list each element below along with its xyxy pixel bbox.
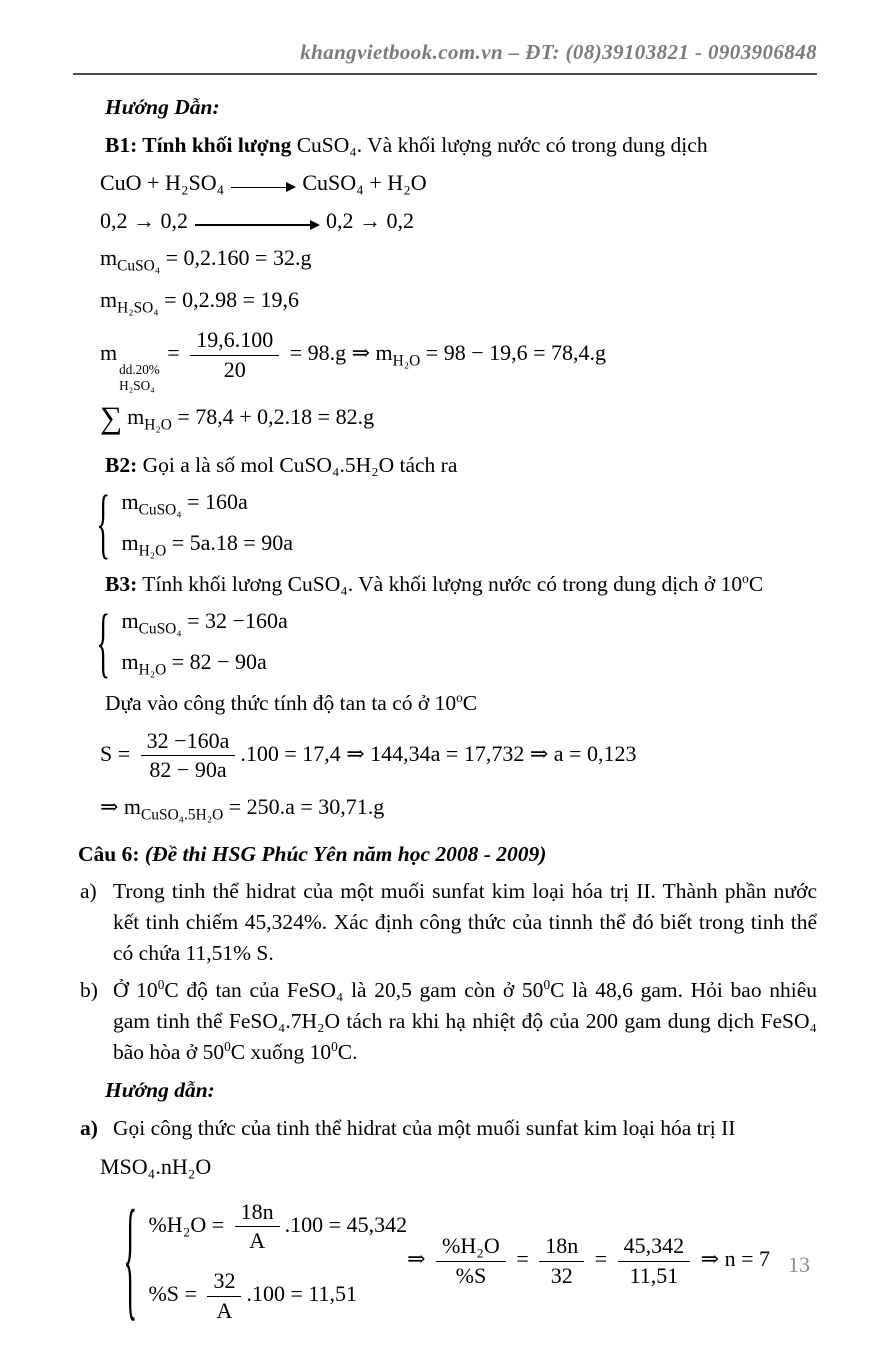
huong-dan-heading-2 xyxy=(73,1075,817,1106)
list-item-text xyxy=(113,975,817,1068)
subscript: H₂O xyxy=(144,416,172,434)
list-item-marker: a) xyxy=(80,879,97,904)
text-run: C là 48,6 gam. Hỏi bao nhiêu gam tinh thể FeSO₄.7H₂O tách ra khi hạ nhiệt độ của 200 gam dung dịch FeSO₄ bão hòa ở 50 xyxy=(113,978,817,1065)
eq-mole-ratio xyxy=(73,207,817,236)
text-run: 0,2 → 0,2 xyxy=(320,207,414,233)
text-run: Câu 6: xyxy=(78,841,145,866)
case-equation-line xyxy=(121,488,293,520)
question-b xyxy=(73,975,817,1068)
fraction: $\frac{45,342}{11,51}$ xyxy=(618,1233,691,1289)
text-run: CuSO₄ + H₂O xyxy=(296,170,427,196)
case-equation-line xyxy=(148,1268,407,1324)
eq-crystal-mass xyxy=(73,793,817,825)
superscript: 0 xyxy=(224,1039,231,1055)
brace-symbol: { xyxy=(96,598,111,686)
text-run: m xyxy=(100,245,118,271)
cau6-heading xyxy=(73,839,817,870)
eq-solubility xyxy=(73,728,817,784)
list-item-marker: b) xyxy=(80,978,98,1003)
text-run: = 160a xyxy=(181,489,248,515)
step-b1-text xyxy=(73,130,817,161)
text-run: Ở 10 xyxy=(113,978,158,1003)
text-run: = 0,2.160 = 32.g xyxy=(160,245,312,271)
case-lines xyxy=(148,1199,407,1325)
text-run: C độ tan của FeSO₄ là 20,5 gam còn ở 50 xyxy=(164,978,544,1003)
text-run: S = xyxy=(100,740,136,766)
huong-dan-heading-1 xyxy=(73,92,817,123)
text-run: .100 = 45,342 xyxy=(284,1211,408,1237)
text-run: = 5a.18 = 90a xyxy=(166,529,294,555)
text-run: = 32 −160a xyxy=(181,608,288,634)
solubility-note xyxy=(73,688,817,719)
text-run: = 0,2.98 = 19,6 xyxy=(158,286,299,312)
document-content xyxy=(73,75,817,1335)
text-run: ⇒ n = 7 xyxy=(695,1246,770,1272)
text-run: C xyxy=(462,691,478,716)
text-run: .100 = 17,4 ⇒ 144,34a = 17,732 ⇒ a = 0,123 xyxy=(240,740,637,766)
text-run: = 82 − 90a xyxy=(166,648,267,674)
system-b3 xyxy=(73,598,817,686)
text-run: B3: xyxy=(105,571,138,596)
question-a xyxy=(73,876,817,969)
case-equation-line xyxy=(148,1199,407,1255)
fraction: $\frac{32 -160a}{82 - 90a}$ xyxy=(141,728,236,784)
text-run: C xyxy=(748,571,764,596)
text-run: CuSO₄. Và khối lượng nước có trong dung dịch xyxy=(291,132,708,157)
subscript: H₂O xyxy=(138,661,167,679)
system-b2 xyxy=(73,479,817,567)
fraction: $\frac{19,6.100}{20}$ xyxy=(190,327,279,383)
text-run: Dựa vào công thức tính độ tan ta có ở 10 xyxy=(105,691,457,716)
page-number: 13 xyxy=(788,1252,810,1277)
step-b3-text xyxy=(73,569,817,600)
text-run: Tính khối lương CuSO₄. Và khối lượng nước có trong dung dịch ở 10 xyxy=(137,571,743,596)
fraction: $\frac{18n}{A}$ xyxy=(235,1199,280,1255)
brace-symbol: { xyxy=(123,1183,138,1335)
case-lines xyxy=(121,488,293,561)
eq-mass-h2so4 xyxy=(73,286,817,318)
sum-symbol: ∑ xyxy=(100,400,123,436)
text-run: m xyxy=(127,404,145,430)
text-run: B1: Tính khối lượng xyxy=(105,132,292,157)
text-run: MSO₄.nH₂O xyxy=(100,1153,212,1179)
site-header-text: khangvietbook.com.vn – ĐT: (08)39103821 - 0903906848 xyxy=(300,40,817,64)
eq-sum-h2o xyxy=(73,402,817,435)
text-run: = xyxy=(510,1246,535,1272)
list-item-text xyxy=(113,876,817,969)
case-equation-line xyxy=(121,607,287,639)
text-run: m xyxy=(121,648,139,674)
text-run: = 78,4 + 0,2.18 = 82.g xyxy=(171,404,375,430)
case-equation-line xyxy=(121,529,293,561)
text-run: = 98 − 19,6 = 78,4.g xyxy=(420,340,607,366)
step-b2-text xyxy=(73,450,817,481)
text-run: = xyxy=(161,340,186,366)
text-run: m xyxy=(121,608,139,634)
fraction: $\frac{18n}{32}$ xyxy=(539,1233,584,1289)
text-run: ⇒ xyxy=(407,1246,432,1272)
text-run: = 250.a = 30,71.g xyxy=(223,793,385,819)
text-run: m xyxy=(121,529,139,555)
subscript: H₂O xyxy=(392,352,421,370)
brace-symbol: { xyxy=(96,479,111,567)
superscript: o xyxy=(456,690,463,706)
case-equation-line xyxy=(121,648,287,680)
eq-mass-solution xyxy=(73,327,817,393)
subscript: CuSO₄ xyxy=(138,620,182,638)
answer-a xyxy=(73,1113,817,1144)
subscript: CuSO₄.5H₂O xyxy=(141,805,224,823)
text-run: 0,2 → 0,2 xyxy=(100,207,194,233)
fraction: $\frac{32}{A}$ xyxy=(207,1268,241,1324)
subscript: H₂O xyxy=(138,541,167,559)
text-run: m xyxy=(121,489,139,515)
text-run: Hướng dẫn: xyxy=(105,1078,215,1103)
subscript: H₂SO₄ xyxy=(117,299,159,317)
text-run: Trong tinh thể hidrat của một muối sunfat kim loại hóa trị II. Thành phần nước kết tinh chiếm 45,324%. Xác định công thức của tinnh thể đó biết trong tinh thể có chứa 11,51% S. xyxy=(113,879,817,966)
superscript: 0 xyxy=(157,977,165,993)
list-item-marker: a) xyxy=(80,1116,98,1140)
text-run: (Đề thi HSG Phúc Yên năm học 2008 - 2009) xyxy=(144,841,547,866)
case-lines xyxy=(121,607,287,680)
text-run: m xyxy=(100,340,118,366)
superscript: 0 xyxy=(543,977,551,993)
eq-reaction xyxy=(73,169,817,198)
subscript: CuSO₄ xyxy=(117,257,161,275)
text-run: = xyxy=(589,1246,613,1272)
reaction-arrow-icon xyxy=(195,220,320,230)
text-run: B2: xyxy=(105,452,138,477)
fraction: $\frac{\text{\%H₂O}}{\%S}$ xyxy=(436,1233,506,1289)
text-run: = 98.g ⇒ m xyxy=(284,340,393,366)
sup-sub-stack: dd.20% H₂SO₄ xyxy=(119,362,160,393)
list-item-text xyxy=(113,1113,817,1144)
text-run: Gọi a là số mol CuSO₄.5H₂O tách ra xyxy=(137,452,458,477)
text-run: %H₂O = xyxy=(148,1211,230,1237)
text-run: m xyxy=(100,286,118,312)
text-run: Gọi công thức của tinh thể hidrat của một muối sunfat kim loại hóa trị II xyxy=(113,1116,736,1140)
text-run: .100 = 11,51 xyxy=(246,1281,358,1307)
text-run: ⇒ m xyxy=(100,793,142,819)
eq-hydrate-formula xyxy=(73,1153,817,1182)
text-run: Hướng Dẫn: xyxy=(105,95,220,120)
superscript: o xyxy=(742,570,749,586)
system-percent xyxy=(73,1183,817,1335)
reaction-arrow-icon xyxy=(231,182,296,192)
eq-mass-cuso4 xyxy=(73,244,817,276)
derived-equation xyxy=(407,1233,770,1289)
subscript: CuSO₄ xyxy=(138,501,182,519)
superscript: 0 xyxy=(331,1039,338,1055)
text-run: C. xyxy=(337,1040,358,1065)
text-run: C xuống 10 xyxy=(230,1040,332,1065)
text-run: %S = xyxy=(148,1281,203,1307)
text-run: CuO + H₂SO₄ xyxy=(100,170,230,196)
